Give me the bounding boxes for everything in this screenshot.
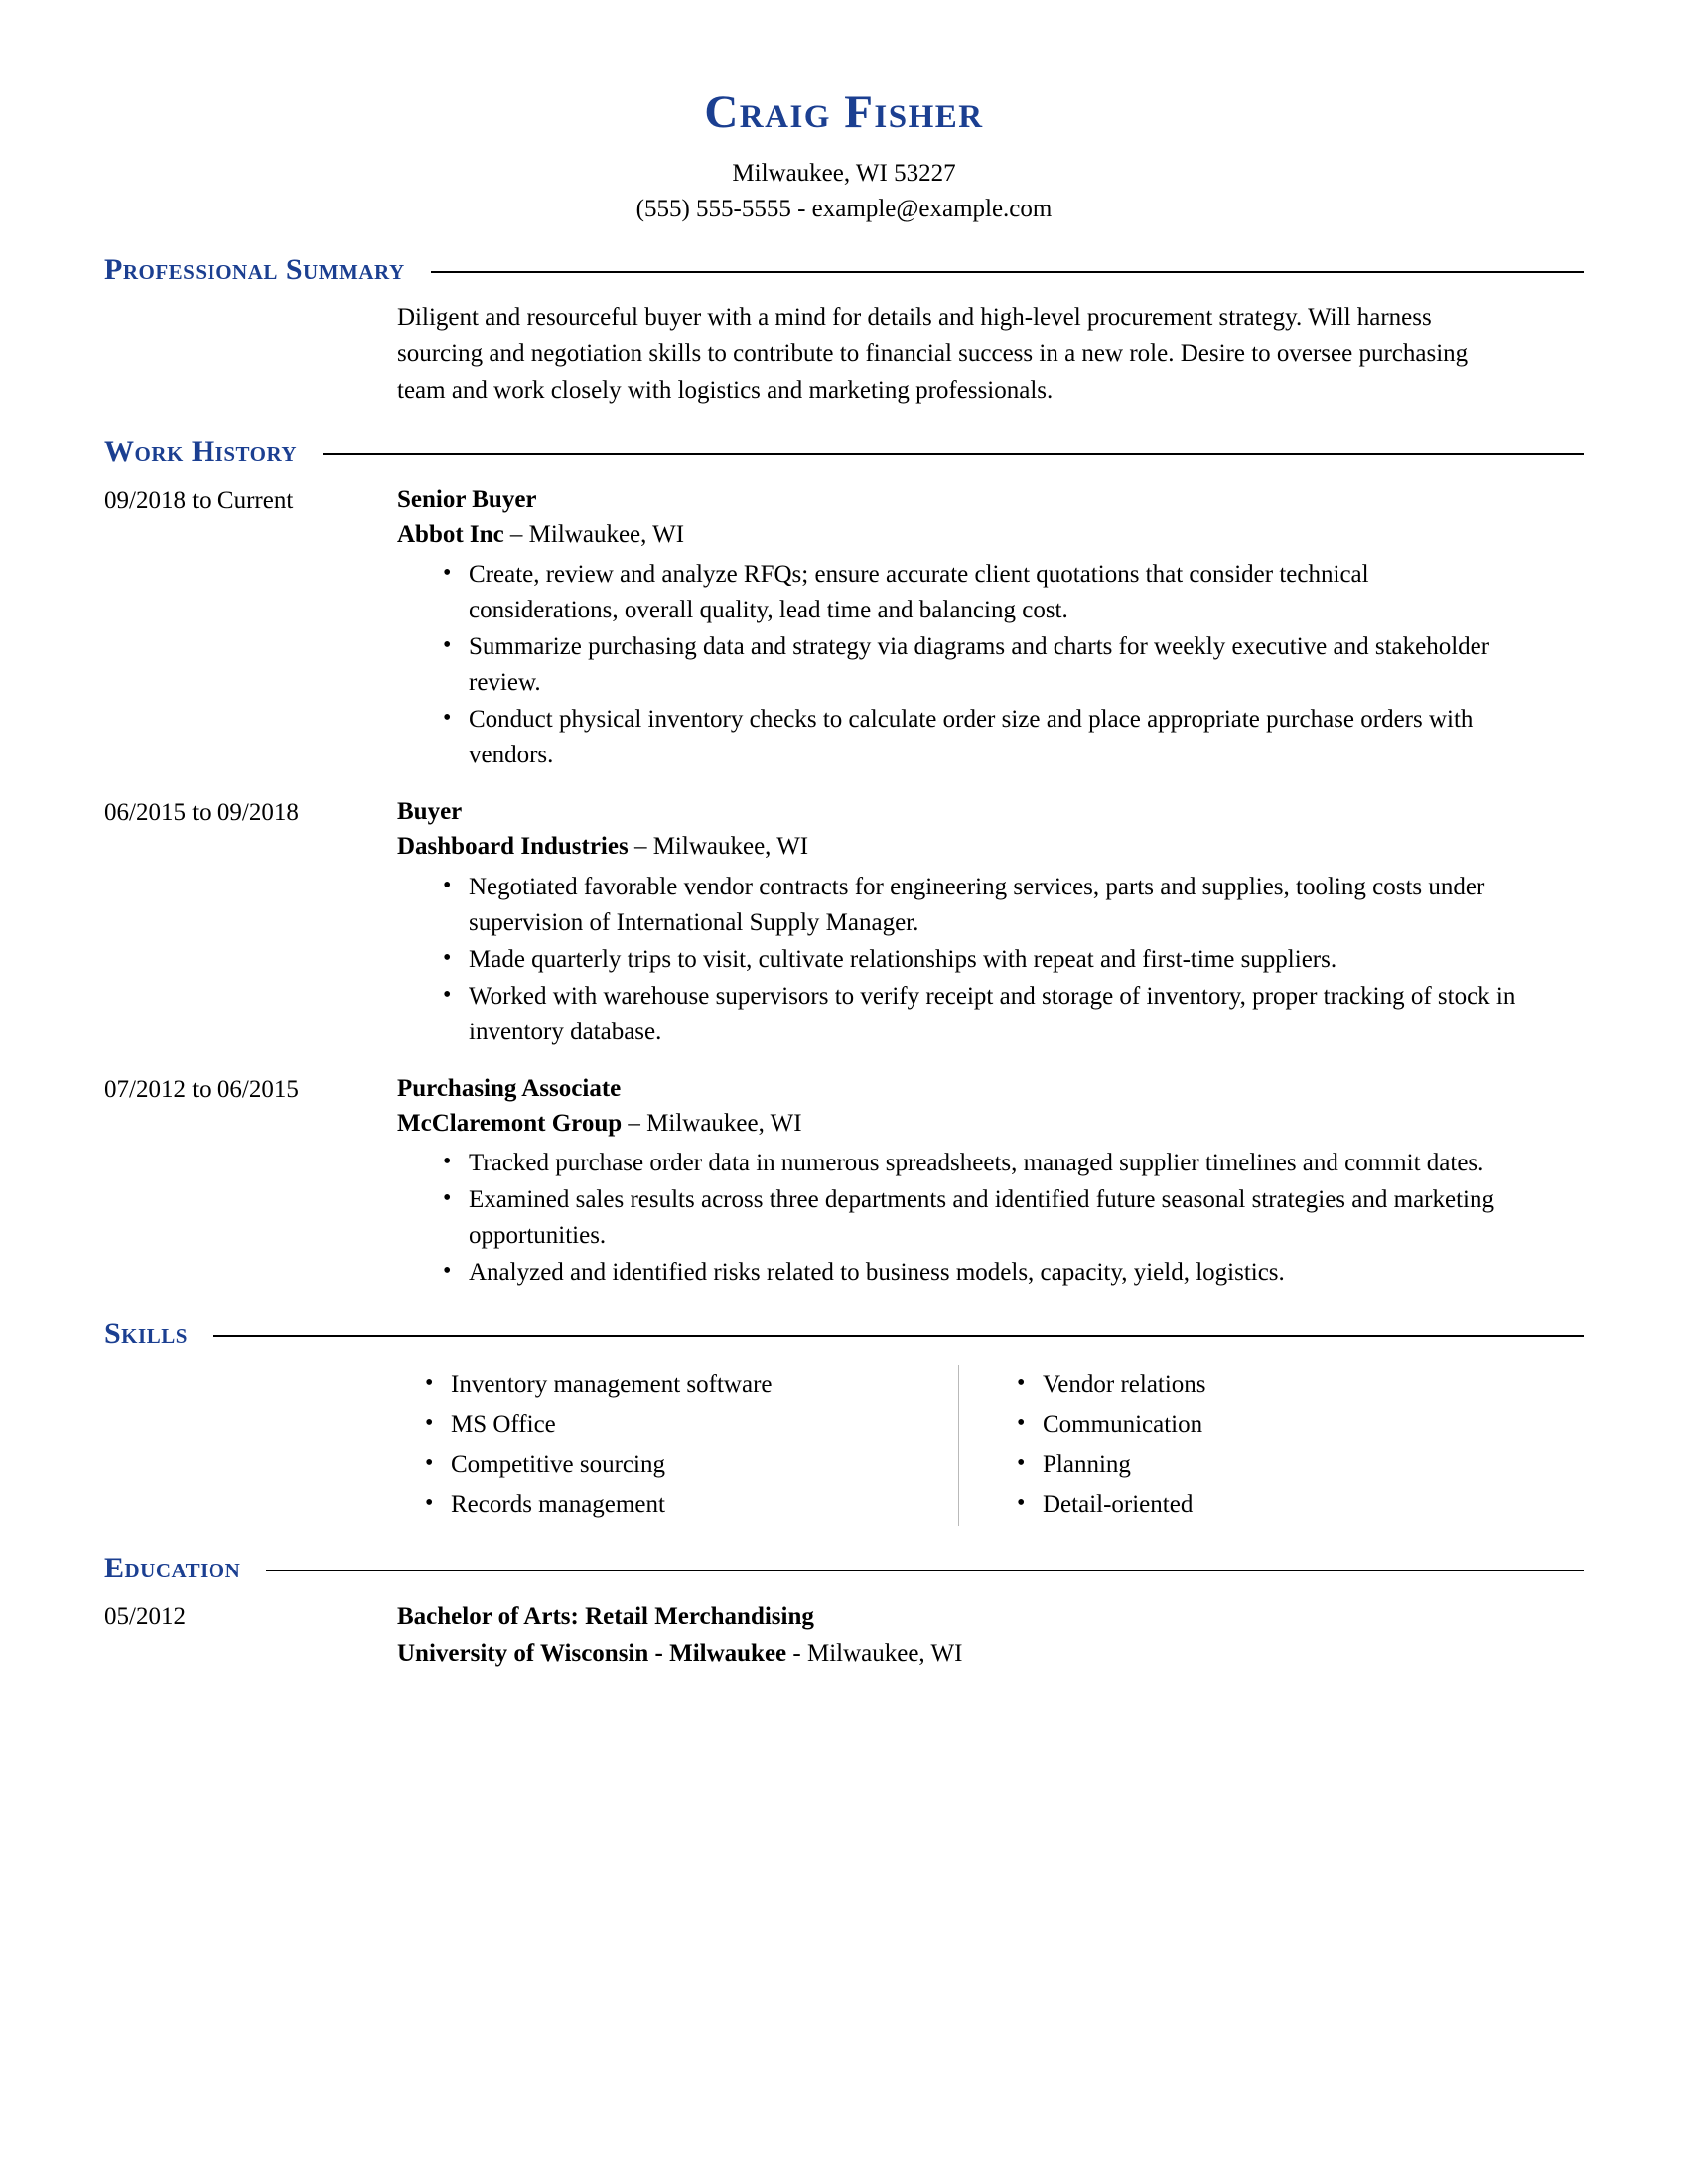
skill-item: • Competitive sourcing	[425, 1445, 928, 1486]
job-dates: 09/2018 to Current	[104, 487, 294, 515]
education-details	[397, 1599, 1584, 1673]
skill-item: • Detail-oriented	[1017, 1485, 1519, 1526]
education-location: Milwaukee, WI	[806, 1640, 963, 1668]
job-company-line	[397, 829, 1519, 865]
section-rule	[323, 453, 1584, 455]
job-title: Buyer	[397, 798, 463, 826]
section-rule	[213, 1335, 1584, 1337]
job-bullets	[397, 1146, 1519, 1291]
skills-list	[397, 1365, 928, 1526]
job-company-line	[397, 517, 1519, 553]
skill-item: • Inventory management software	[425, 1365, 928, 1406]
job-bullets	[397, 870, 1519, 1050]
job-details	[397, 794, 1584, 1050]
section-header	[104, 1317, 1584, 1351]
candidate-contact: (555) 555-5555 - example@example.com	[635, 195, 1053, 222]
job-company: Dashboard Industries	[397, 833, 629, 861]
skills-columns	[397, 1365, 1519, 1526]
job-separator: –	[628, 833, 653, 861]
job-bullet: • Made quarterly trips to visit, cultivate relationships with repeat and first-time suppliers.	[443, 942, 1519, 978]
skill-item: • Communication	[1017, 1405, 1519, 1445]
skill-item: • Records management	[425, 1485, 928, 1526]
job-bullet: • Summarize purchasing data and strategy via diagrams and charts for weekly executive and stakeholder review.	[443, 629, 1519, 701]
job-bullet: • Worked with warehouse supervisors to verify receipt and storage of inventory, proper tracking of stock in inventory database.	[443, 979, 1519, 1050]
job-separator: –	[622, 1109, 647, 1137]
work-history-item	[104, 1071, 1584, 1292]
job-dates: 07/2012 to 06/2015	[104, 1075, 299, 1103]
education-date: 05/2012	[104, 1602, 186, 1630]
job-bullet: • Negotiated favorable vendor contracts for engineering services, parts and supplies, tooling costs under supervision of International Supply Manager.	[443, 870, 1519, 941]
skill-item: • Planning	[1017, 1445, 1519, 1486]
job-location: Milwaukee, WI	[528, 521, 685, 549]
education-school-line	[397, 1635, 1584, 1673]
work-history-item	[104, 794, 1584, 1050]
job-title: Purchasing Associate	[397, 1074, 622, 1102]
summary-body	[397, 299, 1519, 409]
section-header	[104, 1552, 1584, 1585]
candidate-location: Milwaukee, WI 53227	[732, 159, 956, 187]
job-company: McClaremont Group	[397, 1109, 623, 1137]
skills-column-left	[397, 1365, 958, 1526]
section-header	[104, 253, 1584, 287]
education-degree: Bachelor of Arts: Retail Merchandising	[397, 1602, 814, 1630]
summary-text: Diligent and resourceful buyer with a mind for details and high-level procurement strategy. Will harness sourcing and negotiation skills to contribute to financial success in a new role. Desire to oversee purchasing team and work closely with logistics and marketing professionals.	[397, 304, 1469, 405]
job-details	[397, 1071, 1584, 1292]
education-item	[104, 1599, 1584, 1673]
education-school: University of Wisconsin - Milwaukee	[397, 1640, 787, 1668]
section-title-summary: Professional Summary	[104, 253, 405, 287]
section-professional-summary	[104, 253, 1584, 409]
section-rule	[431, 271, 1584, 273]
section-title-skills: Skills	[104, 1316, 188, 1350]
job-bullet: • Examined sales results across three departments and identified future seasonal strategies and marketing opportunities.	[443, 1182, 1519, 1254]
skills-list	[989, 1365, 1519, 1526]
skill-item: • Vendor relations	[1017, 1365, 1519, 1406]
job-location: Milwaukee, WI	[646, 1109, 802, 1137]
section-education	[104, 1552, 1584, 1673]
resume-header	[104, 87, 1584, 227]
section-work-history	[104, 435, 1584, 1292]
job-title: Senior Buyer	[397, 486, 537, 514]
section-title-education: Education	[104, 1551, 241, 1584]
section-header	[104, 435, 1584, 469]
job-bullet: • Tracked purchase order data in numerous spreadsheets, managed supplier timelines and commit dates.	[443, 1146, 1519, 1181]
work-history-item	[104, 482, 1584, 774]
section-skills	[104, 1317, 1584, 1526]
job-dates: 06/2015 to 09/2018	[104, 799, 299, 827]
job-details	[397, 482, 1584, 774]
job-company: Abbot Inc	[397, 521, 504, 549]
job-bullet: • Analyzed and identified risks related to business models, capacity, yield, logistics.	[443, 1255, 1519, 1291]
job-bullet: • Create, review and analyze RFQs; ensure accurate client quotations that consider technical considerations, overall quality, lead time and balancing cost.	[443, 557, 1519, 628]
skill-item: • MS Office	[425, 1405, 928, 1445]
candidate-name: Craig Fisher	[704, 86, 984, 138]
job-separator: –	[503, 521, 529, 549]
job-location: Milwaukee, WI	[652, 833, 809, 861]
section-rule	[266, 1570, 1584, 1571]
job-company-line	[397, 1106, 1519, 1142]
section-title-work-history: Work History	[104, 435, 298, 469]
job-bullet: • Conduct physical inventory checks to calculate order size and place appropriate purchase orders with vendors.	[443, 702, 1519, 773]
education-separator: -	[786, 1640, 807, 1668]
job-bullets	[397, 557, 1519, 773]
skills-column-right	[958, 1365, 1519, 1526]
